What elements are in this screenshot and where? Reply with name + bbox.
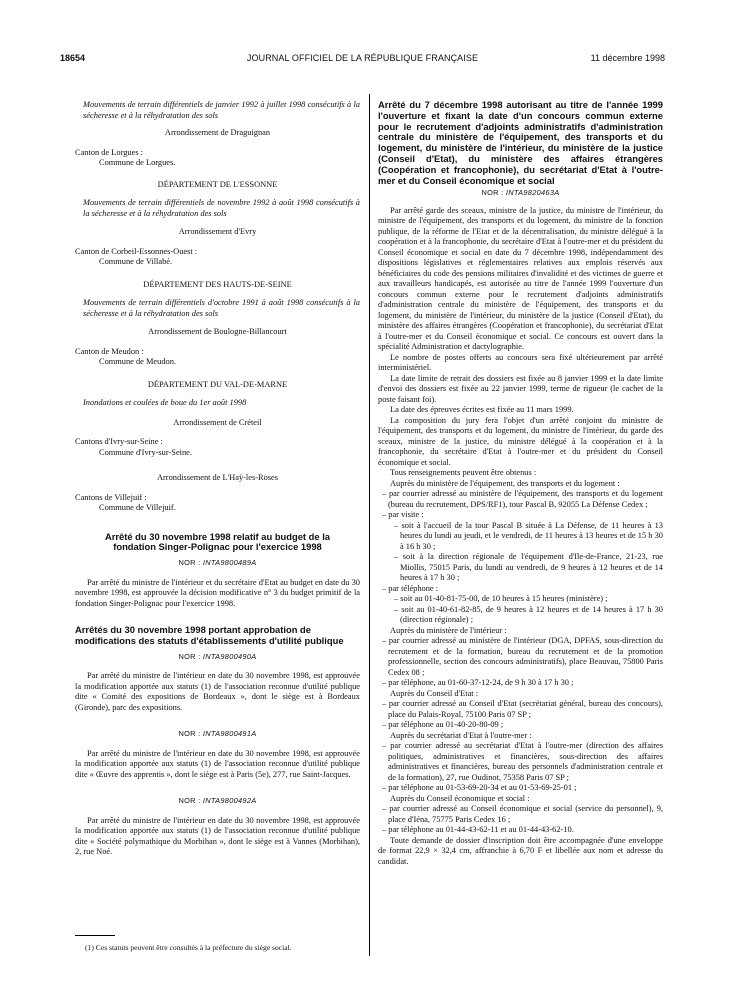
decree-title: Arrêtés du 30 novembre 1998 portant approbation de modifications des statuts d'établissements d'utilité publique [75, 624, 344, 646]
nor-code: INTA9800490A [202, 651, 257, 661]
arrondissement-heading: Arrondissement de Créteil [173, 417, 262, 427]
contact-item: – par visite : [382, 510, 424, 520]
nor-reference [378, 188, 663, 199]
right-column [378, 94, 663, 867]
contact-section-heading: Auprès du ministère de l'intérieur : [390, 625, 507, 635]
contact-item: – par courrier adressé au ministère de l'intérieur (DGA, DPFAS, sous-direction du recrutement et de la formation, bureau du recrutement et de la promotion professionnelle, section des concours administratifs), place Beauvau, 75800 Paris Cedex 08 ; [382, 636, 663, 677]
decree-paragraph: Tous renseignements peuvent être obtenus : [390, 468, 537, 478]
arrondissement-heading: Arrondissement d'Evry [178, 227, 257, 236]
decree-paragraph: Le nombre de postes offerts au concours sera fixé ultérieurement par arrêté interministériel. [378, 352, 663, 373]
issue-date: 11 décembre 1998 [590, 53, 665, 63]
decree-body: Par arrêté du ministre de l'intérieur en date du 30 novembre 1998, est approuvée la modification apportée aux statuts (1) de l'association reconnue d'utilité publique dite « Œuvre des apprentis », dont le siège est à Paris (5e), 277, rue Saint-Jacques. [75, 748, 360, 779]
decree-body: Par arrêté du ministre de l'intérieur et du secrétaire d'Etat au budget en date du 30 novembre 1998, est approuvée la décision modificative n° 3 du budget primitif de la fondation Singer-Polignac pour l'exercice 1998. [75, 577, 360, 608]
contact-subitem: – soit au 01-40-81-75-00, de 10 heures à 15 heures (ministère) ; [394, 594, 608, 604]
decree-paragraph: La date des épreuves écrites est fixée au 11 mars 1999. [390, 405, 574, 415]
column-divider [369, 94, 370, 956]
nor-code: INTA9800491A [202, 729, 257, 739]
nor-label: NOR : [178, 729, 201, 739]
page-number: 18654 [60, 53, 86, 63]
arrondissement-heading: Arrondissement de Draguignan [164, 128, 271, 137]
canton-label: Cantons de Villejuif : [75, 492, 147, 502]
commune-label: Commune de Villabé. [99, 257, 173, 266]
canton-label: Canton de Meudon : [75, 346, 144, 356]
nor-reference [75, 729, 360, 740]
contact-section-heading: Auprès du secrétariat d'Etat à l'outre-mer : [390, 730, 532, 740]
decree-title: Arrêté du 30 novembre 1998 relatif au budget de la fondation Singer-Polignac pour l'exercice 1998 [104, 530, 331, 553]
contact-item: – par courrier adressé au ministère de l'équipement, des transports et du logement (bureau du recrutement, DPS/RF1), tour Pascal B, 92055 La Défense Cedex ; [382, 489, 663, 509]
nor-code: INTA9800492A [202, 796, 257, 806]
contact-item: – par téléphone au 01-44-43-62-11 et au 01-44-43-62-10. [382, 825, 574, 835]
footnote-rule [75, 935, 115, 936]
nor-code: INTA9820463A [505, 188, 560, 198]
disaster-description: Mouvements de terrain différentiels de novembre 1992 à août 1998 consécutifs à la sécheresse et à la réhydratation des sols [83, 198, 360, 218]
commune-label: Commune de Lorgues. [99, 158, 176, 167]
nor-label: NOR : [481, 188, 504, 198]
nor-label: NOR : [178, 651, 201, 661]
contact-item: – par téléphone au 01-53-69-20-34 et au 01-53-69-25-01 ; [382, 783, 577, 793]
journal-title: JOURNAL OFFICIEL DE LA RÉPUBLIQUE FRANÇAISE [246, 53, 479, 63]
footnote: (1) Ces statuts peuvent être consultés à la préfecture du siège social. [85, 943, 292, 952]
commune-label: Commune de Villejuif. [99, 503, 176, 512]
nor-reference [75, 652, 360, 663]
disaster-description: Mouvements de terrain différentiels de janvier 1992 à juillet 1998 consécutifs à la sécheresse et à la réhydratation des sols [83, 100, 360, 120]
contact-subitem: – soit à l'accueil de la tour Pascal B située à La Défense, de 11 heures à 13 heures du lundi au jeudi, et le vendredi, de 11 heures à 13 heures et de 15 h 30 à 16 h 30 ; [394, 520, 663, 551]
decree-body: Par arrêté du ministre de l'intérieur en date du 30 novembre 1998, est approuvée la modification apportée aux statuts (1) de l'association reconnue d'utilité publique dite « Société polymathique du Morbihan », dont le siège est à Vannes (Morbihan), 2, rue Noé. [75, 815, 360, 857]
department-heading: DÉPARTEMENT DES HAUTS-DE-SEINE [143, 279, 292, 289]
contact-section-heading: Auprès du Conseil d'Etat : [390, 688, 479, 698]
department-heading: DÉPARTEMENT DU VAL-DE-MARNE [147, 379, 288, 389]
decree-paragraph: La date limite de retrait des dossiers est fixée au 8 janvier 1999 et la date limite d'envoi des dossiers est fixée au 22 janvier 1999, terme de rigueur (le cachet de la poste faisant foi). [378, 373, 663, 404]
department-heading: DÉPARTEMENT DE L'ESSONNE [157, 179, 278, 189]
contact-item: – par courrier adressé au Conseil d'Etat (secrétariat général, bureau des concours), place du Palais-Royal, 75100 Paris 07 SP ; [382, 699, 663, 719]
arrondissement-heading: Arrondissement de L'Haÿ-les-Roses [156, 473, 279, 482]
decree-body: Par arrêté du ministre de l'intérieur en date du 30 novembre 1998, est approuvée la modification apportée aux statuts (1) de l'association reconnue d'utilité publique dite « Comité des expositions de Bordeaux », dont le siège est à Bordeaux (Gironde), parc des expositions. [75, 671, 360, 712]
contact-item: – par téléphone : [382, 583, 439, 593]
contact-subitem: – soit à la direction régionale de l'équipement d'Ile-de-France, 21-23, rue Miollis, 75015 Paris, du lundi au vendredi, de 9 heures à 12 heures et de 14 heures à 17 h 30 ; [394, 552, 663, 583]
nor-reference [75, 558, 360, 569]
commune-label: Commune de Meudon. [99, 357, 176, 366]
contact-subitem: – soit au 01-40-61-82-85, de 9 heures à 12 heures et de 14 heures à 17 h 30 (direction régionale) ; [394, 604, 663, 625]
decree-title: Arrêté du 7 décembre 1998 autorisant au titre de l'année 1999 l'ouverture et fixant la date d'un concours commun externe pour le recrutement d'adjoints administratifs d'administration centrale du ministère de l'équipement, des transports et du logement, du ministère de l'intérieur, du ministère de la justice (Conseil d'Etat), du ministère des affaires étrangères (Coopération et francophonie), du secrétariat d'Etat à l'outre-mer et du Conseil économique et social [378, 99, 663, 186]
contact-section-heading: Auprès du Conseil économique et social : [390, 793, 530, 803]
decree-paragraph: Toute demande de dossier d'inscription doit être accompagnée d'une enveloppe de format 22,9 × 32,4 cm, affranchie à 6,70 F et libellée aux nom et adresse du candidat. [378, 835, 663, 866]
nor-label: NOR : [178, 796, 201, 806]
nor-code: INTA9800489A [202, 558, 257, 568]
contact-item: – par téléphone au 01-40-20-80-09 ; [382, 720, 504, 730]
disaster-description: Inondations et coulées de boue du 1er août 1998 [83, 398, 247, 407]
decree-paragraph: La composition du jury fera l'objet d'un arrêté conjoint du ministre de l'équipement, des transports et du logement, du ministre de l'intérieur, du garde des sceaux, ministre de la justice, du ministre délégué à la coopération et à la francophonie, du secrétaire d'Etat à l'outre-mer et du président du Conseil économique et social. [378, 415, 663, 467]
canton-label: Cantons d'Ivry-sur-Seine : [75, 437, 163, 446]
nor-label: NOR : [178, 558, 201, 568]
running-header [60, 53, 665, 67]
contact-section-heading: Auprès du ministère de l'équipement, des transports et du logement : [390, 478, 620, 488]
contact-item: – par courrier adressé au Conseil économique et social (service du personnel), 9, place d'Iéna, 75775 Paris Cedex 16 ; [382, 804, 663, 824]
left-column [75, 94, 360, 858]
decree-paragraph: Par arrêté garde des sceaux, ministre de la justice, du ministre de l'intérieur, du ministre de l'équipement, des transports et du logement, du ministre de la fonction publique, de la réforme de l'Etat et de la décentralisation, du ministre délégué à la coopération et à la francophonie, du secrétaire d'Etat à l'outre-mer et du président du Conseil économique et social en date du 7 décembre 1998, indépendamment des dispositions législatives et réglementaires relatives aux emplois réservés aux bénéficiaires du code des pensions militaires d'invalidité et des victimes de guerre et aux travailleurs handicapés, est autorisée au titre de l'année 1999 l'ouverture d'un concours commun externe pour le recrutement d'adjoints administratifs d'administration centrale du ministère de l'équipement, des transports et du logement, du ministère de l'intérieur, du ministère de la justice (Conseil d'Etat), du ministère des affaires étrangères (Coopération et francophonie), du secrétariat d'Etat à l'outre-mer et du Conseil économique et social. Ce concours est ouvert dans la spécialité Administration et dactylographie. [378, 205, 663, 352]
canton-label: Canton de Lorgues : [75, 147, 143, 157]
arrondissement-heading: Arrondissement de Boulogne-Billancourt [148, 327, 287, 336]
commune-label: Commune d'Ivry-sur-Seine. [99, 447, 192, 457]
disaster-description: Mouvements de terrain différentiels d'octobre 1991 à août 1998 consécutifs à la sécheresse et à la réhydratation des sols [83, 298, 360, 318]
contact-item: – par téléphone, au 01-60-37-12-24, de 9 h 30 à 17 h 30 ; [382, 678, 574, 688]
canton-label: Canton de Corbeil-Essonnes-Ouest : [75, 246, 198, 256]
nor-reference [75, 796, 360, 807]
contact-item: – par courrier adressé au secrétariat d'Etat à l'outre-mer (direction des affaires politiques, administratives et financières, sous-direction des affaires administratives et financières, bureau des personnels d'administration centrale et de la formation), 27, rue Oudinot, 75358 Paris 07 SP ; [382, 741, 663, 782]
